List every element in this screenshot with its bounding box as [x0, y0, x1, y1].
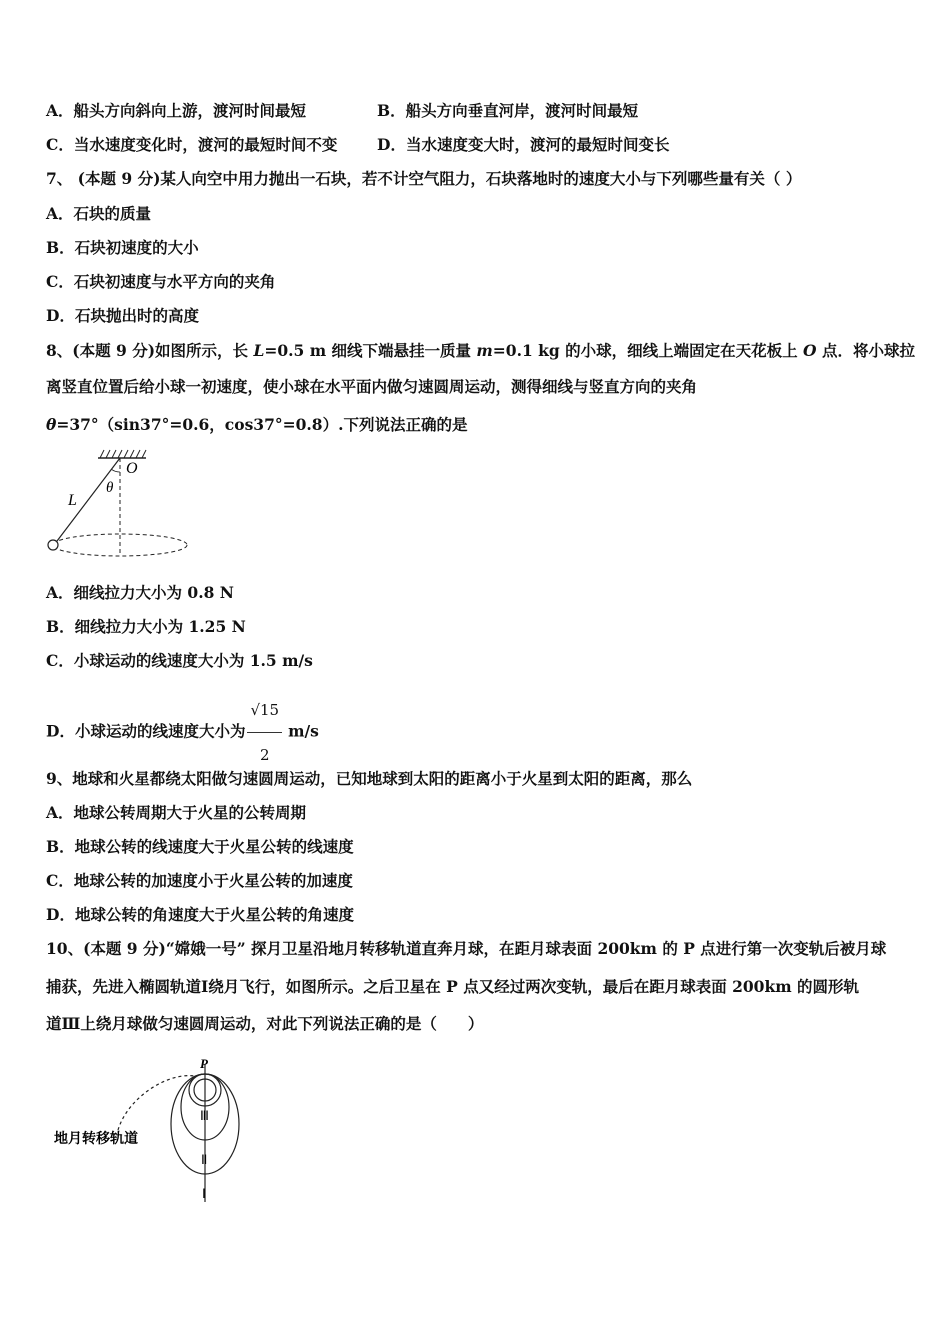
label-theta: θ	[106, 480, 114, 496]
label-P: P	[200, 1056, 208, 1071]
q6-option-a: A．船头方向斜向上游，渡河时间最短	[46, 101, 307, 120]
label-II: Ⅱ	[201, 1152, 208, 1167]
label-transfer-orbit: 地月转移轨道	[54, 1131, 138, 1147]
label-III: Ⅲ	[200, 1108, 209, 1123]
q7-option-c: C．石块初速度与水平方向的夹角	[46, 272, 276, 291]
q8-option-c: C．小球运动的线速度大小为 1.5 m/s	[46, 651, 313, 670]
conical-pendulum-figure	[40, 446, 200, 566]
fraction-sqrt15-over-2: $\frac{√15}{2}$	[247, 688, 282, 777]
q10-stem-line2: 捕获，先进入椭圆轨道Ⅰ绕月飞行，如图所示。之后卫星在 P 点又经过两次变轨，最后在距月球表面 200km 的圆形轨	[46, 977, 859, 996]
q9-option-c: C．地球公转的加速度小于火星公转的加速度	[46, 871, 353, 890]
q8-option-d: D．小球运动的线速度大小为 $\frac{√15}{2}$ m/s	[46, 688, 319, 777]
q7-option-a: A．石块的质量	[46, 204, 152, 223]
q9-option-b: B．地球公转的线速度大于火星公转的线速度	[46, 837, 354, 856]
q9-stem: 9、地球和火星都绕太阳做匀速圆周运动，已知地球到太阳的距离小于火星到太阳的距离，那么	[46, 769, 693, 788]
q7-stem: 7、 (本题 9 分)某人向空中用力抛出一石块，若不计空气阻力，石块落地时的速度大小与下列哪些量有关（ ）	[46, 169, 802, 188]
string	[54, 458, 120, 545]
q8-stem-line3: θ=37°（sin37°=0.6，cos37°=0.8）.下列说法正确的是	[46, 415, 468, 434]
ceiling-hatch	[98, 450, 146, 458]
angle-arc	[112, 470, 120, 473]
q8-stem-line1: 8、(本题 9 分)如图所示，长 L=0.5 m 细线下端悬挂一质量 m=0.1 kg 的小球，细线上端固定在天花板上 O 点．将小球拉	[46, 341, 915, 360]
label-I: Ⅰ	[202, 1186, 206, 1201]
q7-option-b: B．石块初速度的大小	[46, 238, 199, 257]
label-O: O	[126, 460, 138, 477]
lunar-orbit-figure	[48, 1052, 258, 1208]
q6-option-c: C．当水速度变化时，渡河的最短时间不变	[46, 135, 338, 154]
q6-option-d: D．当水速度变大时，渡河的最短时间变长	[377, 135, 670, 154]
q10-stem-line1: 10、(本题 9 分)“嫦娥一号” 探月卫星沿地月转移轨道直奔月球，在距月球表面 200km 的 P 点进行第一次变轨后被月球	[46, 939, 887, 958]
q8-stem-line2: 离竖直位置后给小球一初速度，使小球在水平面内做匀速圆周运动，测得细线与竖直方向的夹角	[46, 377, 698, 396]
q9-option-d: D．地球公转的角速度大于火星公转的角速度	[46, 905, 354, 924]
q6-option-b: B．船头方向垂直河岸，渡河时间最短	[377, 101, 639, 120]
q8-option-a: A．细线拉力大小为 0.8 N	[46, 583, 234, 602]
q8-option-b: B．细线拉力大小为 1.25 N	[46, 617, 246, 636]
q7-option-d: D．石块抛出时的高度	[46, 306, 199, 325]
label-L: L	[68, 492, 77, 509]
ball	[48, 540, 58, 550]
q9-option-a: A．地球公转周期大于火星的公转周期	[46, 803, 307, 822]
q10-stem-line3: 道Ⅲ上绕月球做匀速圆周运动，对此下列说法正确的是（ ）	[46, 1014, 484, 1033]
